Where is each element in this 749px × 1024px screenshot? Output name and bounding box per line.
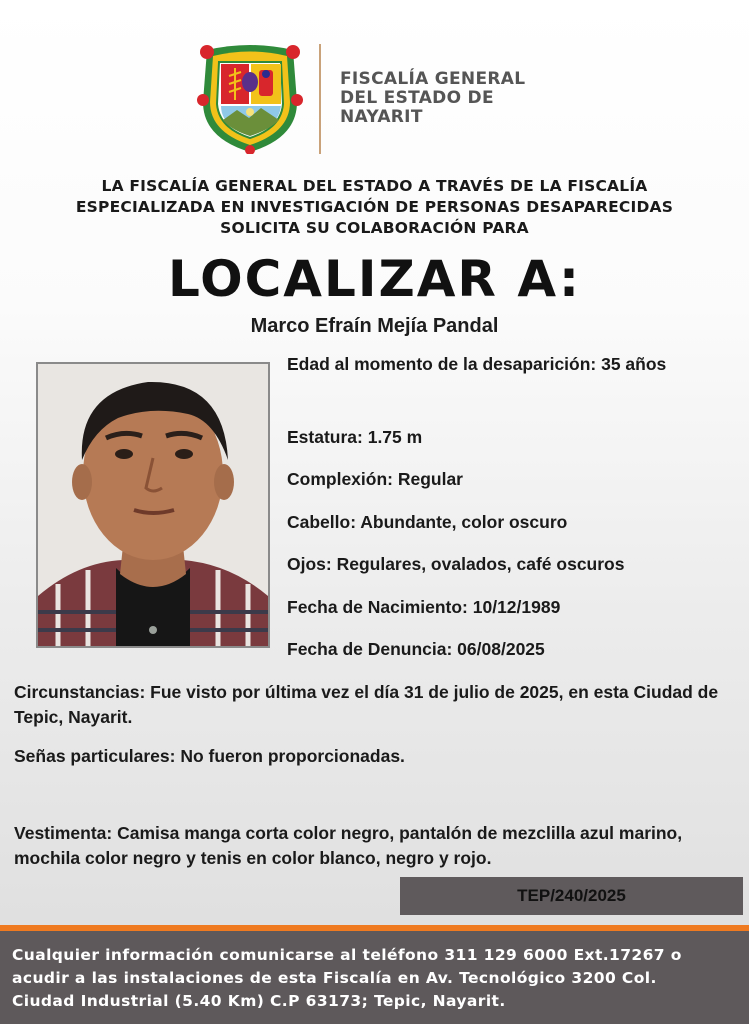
nayarit-seal-logo (197, 42, 303, 154)
org-name-line-3: NAYARIT (340, 107, 423, 127)
detail-birth-date: Fecha de Nacimiento: 10/12/1989 (287, 597, 561, 617)
detail-hair: Cabello: Abundante, color oscuro (287, 512, 568, 532)
detail-height: Estatura: 1.75 m (287, 427, 423, 447)
circumstances-text: Circunstancias: Fue visto por última vez el día 31 de julio de 2025, en esta Ciudad de Tepic, Nayarit. (14, 682, 719, 727)
footer-line-1: Cualquier información comunicarse al teléfono 311 129 6000 Ext.17267 o (12, 946, 682, 964)
detail-build: Complexión: Regular (287, 469, 463, 489)
headline: LOCALIZAR A: (168, 250, 581, 308)
organization-name (340, 70, 600, 127)
intro-line-1: LA FISCALÍA GENERAL DEL ESTADO A TRAVÉS DE LA FISCALÍA (101, 177, 648, 195)
detail-age: Edad al momento de la desaparición: 35 años (287, 354, 667, 374)
footer (0, 931, 749, 1024)
person-name: Marco Efraín Mejía Pandal (250, 315, 499, 337)
header (0, 38, 749, 158)
org-name-line-2: DEL ESTADO DE (340, 88, 494, 108)
case-number-badge: TEP/240/2025 (400, 877, 743, 915)
intro-line-2: ESPECIALIZADA EN INVESTIGACIÓN DE PERSONAS DESAPARECIDAS (75, 198, 674, 216)
detail-report-date: Fecha de Denuncia: 06/08/2025 (287, 639, 545, 659)
footer-contact-text (12, 944, 738, 1013)
intro-text (0, 176, 749, 239)
header-divider (319, 44, 321, 154)
distinguishing-marks-text: Señas particulares: No fueron proporcionadas. (14, 746, 405, 766)
intro-line-3: SOLICITA SU COLABORACIÓN PARA (220, 219, 529, 237)
person-portrait-illustration (38, 364, 268, 646)
footer-line-2: acudir a las instalaciones de esta Fiscalía en Av. Tecnológico 3200 Col. (12, 969, 657, 987)
clothing-text: Vestimenta: Camisa manga corta color negro, pantalón de mezclilla azul marino, mochila color negro y tenis en color blanco, negro y rojo. (14, 823, 683, 868)
footer-line-3: Ciudad Industrial (5.40 Km) C.P 63173; Tepic, Nayarit. (12, 992, 506, 1010)
detail-eyes: Ojos: Regulares, ovalados, café oscuros (287, 554, 625, 574)
org-name-line-1: FISCALÍA GENERAL (340, 69, 526, 89)
person-photo (36, 362, 270, 648)
